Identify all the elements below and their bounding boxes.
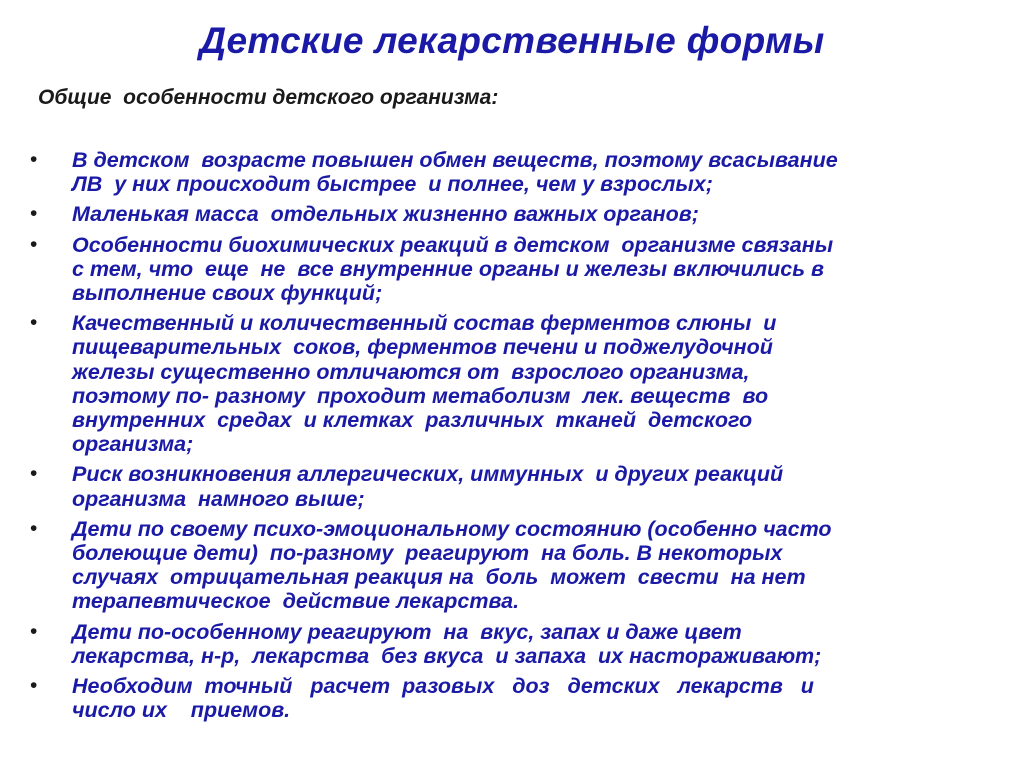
bullet-item [30,202,1000,226]
bullet-dot-icon: • [30,202,38,226]
bullet-dot-icon: • [30,674,38,698]
bullet-dot-icon: • [30,232,38,256]
slide-title: Детские лекарственные формы [199,20,825,61]
bullet-text: В детском возрасте повышен обмен веществ, поэтому всасывание ЛВ у них происходит быстрее и полнее, чем у взрослых; [72,148,838,197]
bullet-text: Дети по-особенному реагируют на вкус, запах и даже цвет лекарства, н-р, лекарства без вкуса и запаха их настораживают; [72,619,822,668]
bullet-list [30,148,1000,728]
bullet-text: Дети по своему психо-эмоциональному состоянию (особенно часто болеющие дети) по-разному реагируют на боль. В некоторых случаях отрицательная реакция на боль может свести на нет терапевтическое действие лекарства. [72,516,832,614]
bullet-item [30,674,1000,722]
bullet-item [30,311,1000,456]
bullet-dot-icon: • [30,619,38,643]
bullet-dot-icon: • [30,462,38,486]
slide-subtitle: Общие особенности детского организма: [38,86,499,109]
bullet-item [30,462,1000,510]
bullet-dot-icon: • [30,516,38,540]
bullet-text: Особенности биохимических реакций в детском организме связаны с тем, что еще не все внутренние органы и железы включились в выполнение своих функций; [72,232,834,306]
bullet-item [30,233,1000,306]
bullet-text: Необходим точный расчет разовых доз детских лекарств и число их приемов. [72,674,814,723]
bullet-text: Маленькая масса отдельных жизненно важных органов; [72,202,699,227]
bullet-dot-icon: • [30,311,38,335]
bullet-item [30,620,1000,668]
bullet-item [30,148,1000,196]
bullet-item [30,517,1000,614]
bullet-text: Качественный и количественный состав ферментов слюны и пищеварительных соков, ферментов печени и поджелудочной железы существенно отличаются от взрослого организма, поэтому по- разному проходит метаболизм лек. веществ во внутренних средах и клетках различных тканей детского организма; [72,311,777,457]
bullet-text: Риск возникновения аллергических, иммунных и других реакций организма намного выше; [72,462,784,511]
bullet-dot-icon: • [30,148,38,171]
